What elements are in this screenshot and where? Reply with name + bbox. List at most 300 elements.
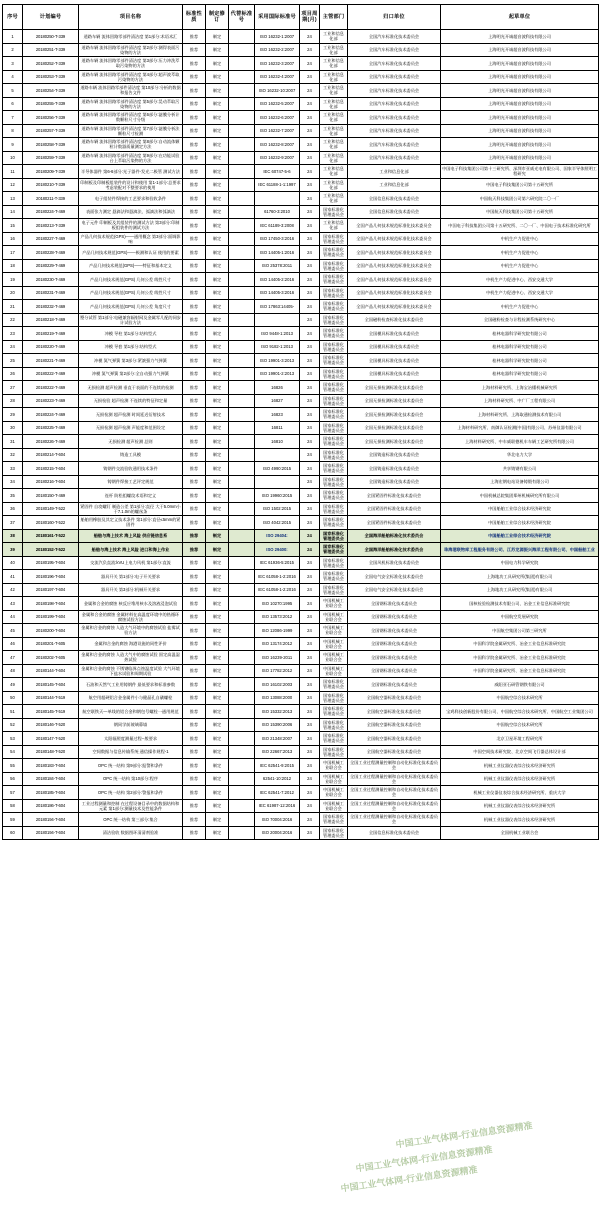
cell-project-name: 道路车辆 流体回路零部件清洁度 第1部分:术语术汇 <box>79 30 183 44</box>
cell-plan-code: 20180194-T-604 <box>23 826 79 840</box>
cell-index: 5 <box>3 84 23 98</box>
cell-drafting-unit: 中机生产力促进中心 <box>441 259 599 273</box>
cell-project-name: 金属和合金的腐蚀 人造大气环境中的腐蚀试验 盐雾试验方法 <box>79 624 183 638</box>
cell-make-or-revise: 制定 <box>206 475 229 489</box>
cell-department: 工业和信息化部 <box>320 219 348 233</box>
cell-gateway-unit: 全国产品几何技术规范标准化技术委员会 <box>348 259 441 273</box>
cell-period: 24 <box>300 799 320 813</box>
cell-replaced-standard <box>229 43 255 57</box>
cell-index: 15 <box>3 219 23 233</box>
cell-period: 24 <box>300 165 320 179</box>
cell-make-or-revise: 制定 <box>206 340 229 354</box>
cell-department: 国家标准化管理委员会 <box>320 516 348 530</box>
cell-standard-nature: 推荐 <box>183 192 206 206</box>
cell-index: 29 <box>3 408 23 422</box>
cell-gateway-unit: 全国钢标准化技术委员会 <box>348 651 441 665</box>
cell-gateway-unit: 全国产品几何技术规范标准化技术委员会 <box>348 273 441 287</box>
cell-project-name: OPC 统一结构 第三部分:集合 <box>79 813 183 827</box>
cell-department: 中国机械工业联合会 <box>320 597 348 611</box>
table-row <box>3 489 599 503</box>
cell-drafting-unit: 共享铸钢有限公司 <box>441 462 599 476</box>
cell-plan-code: 20180145-T-604 <box>23 678 79 692</box>
cell-period: 24 <box>300 502 320 516</box>
cell-project-name: 石油和天然气工业用铸钢件 最低要求和标准参数 <box>79 678 183 692</box>
cell-plan-code: 20180198-T-604 <box>23 597 79 611</box>
cell-period: 24 <box>300 57 320 71</box>
table-row <box>3 543 599 557</box>
table-row <box>3 651 599 665</box>
cell-standard-nature: 推荐 <box>183 367 206 381</box>
cell-international-standard: 62541-10:2012 <box>255 772 300 786</box>
cell-department: 工业和信息化部 <box>320 84 348 98</box>
cell-make-or-revise: 制定 <box>206 232 229 246</box>
cell-replaced-standard <box>229 97 255 111</box>
cell-index: 43 <box>3 597 23 611</box>
cell-index: 51 <box>3 705 23 719</box>
cell-plan-code: 20180215-T-604 <box>23 462 79 476</box>
cell-department: 国家标准化管理委员会 <box>320 556 348 570</box>
cell-index: 14 <box>3 205 23 219</box>
table-row <box>3 232 599 246</box>
cell-index: 60 <box>3 826 23 840</box>
cell-period: 24 <box>300 610 320 624</box>
cell-period: 24 <box>300 313 320 327</box>
cell-period: 24 <box>300 597 320 611</box>
cell-replaced-standard <box>229 745 255 759</box>
cell-replaced-standard <box>229 705 255 719</box>
cell-standard-nature: 推荐 <box>183 97 206 111</box>
cell-period: 24 <box>300 556 320 570</box>
cell-make-or-revise: 制定 <box>206 70 229 84</box>
cell-gateway-unit: 全国铸造标准化技术委员会 <box>348 462 441 476</box>
cell-gateway-unit: 全国汽车标准化技术委员会 <box>348 111 441 125</box>
cell-period: 24 <box>300 97 320 111</box>
table-row <box>3 502 599 516</box>
cell-gateway-unit: 全国无损检测标准化技术委员会 <box>348 408 441 422</box>
cell-international-standard: ISO 10270:1995 <box>255 597 300 611</box>
cell-gateway-unit: 全国电气安全标准化技术委员会 <box>348 583 441 597</box>
cell-department: 工业和信息化部 <box>320 43 348 57</box>
cell-international-standard: 16826 <box>255 381 300 395</box>
cell-drafting-unit: 全国机械工业联合会 <box>441 826 599 840</box>
cell-international-standard: 16823 <box>255 408 300 422</box>
cell-plan-code: 20180222-T-469 <box>23 381 79 395</box>
cell-period: 24 <box>300 286 320 300</box>
cell-project-name: 金属和合金的腐蚀 核反应堆用核水及溶液浸泡试验 <box>79 597 183 611</box>
cell-department: 中国机械工业联合会 <box>320 664 348 678</box>
cell-index: 18 <box>3 259 23 273</box>
cell-index: 57 <box>3 786 23 800</box>
cell-index: 40 <box>3 556 23 570</box>
cell-project-name: 船舶与海上技术 海上风险 进口和海上作业 <box>79 543 183 557</box>
cell-gateway-unit: 全国紧固件标准化技术委员会 <box>348 489 441 503</box>
cell-international-standard: ISO 14405-3:2016 <box>255 286 300 300</box>
cell-international-standard: ISO 17782:2012 <box>255 664 300 678</box>
cell-index: 38 <box>3 529 23 543</box>
cell-department: 国家标准化管理委员会 <box>320 502 348 516</box>
cell-project-name: OPC 统一结构 第9部分:报警和条件 <box>79 759 183 773</box>
cell-plan-code: 20180152-T-522 <box>23 543 79 557</box>
cell-make-or-revise: 制定 <box>206 610 229 624</box>
cell-make-or-revise: 制定 <box>206 313 229 327</box>
cell-period: 24 <box>300 664 320 678</box>
cell-department: 国家标准化管理委员会 <box>320 745 348 759</box>
table-row <box>3 691 599 705</box>
cell-replaced-standard <box>229 718 255 732</box>
cell-standard-nature: 推荐 <box>183 718 206 732</box>
cell-replaced-standard <box>229 124 255 138</box>
cell-period: 24 <box>300 435 320 449</box>
cell-project-name: 冲模 氮气弹簧 第3部分:紧滚强力气弹簧 <box>79 354 183 368</box>
cell-standard-nature: 推荐 <box>183 475 206 489</box>
table-row <box>3 435 599 449</box>
cell-international-standard: IEC 61058-1-2:2016 <box>255 583 300 597</box>
cell-international-standard: ISO 9448-1:2013 <box>255 327 300 341</box>
cell-drafting-unit: 中国船舶工业综合技术经济研究院 <box>441 502 599 516</box>
cell-standard-nature: 推荐 <box>183 732 206 746</box>
cell-make-or-revise: 制定 <box>206 381 229 395</box>
cell-department: 工业和信息化部 <box>320 57 348 71</box>
cell-plan-code: 20180148-T-520 <box>23 745 79 759</box>
cell-department: 国家标准化管理委员会 <box>320 489 348 503</box>
cell-department: 国家标准化管理委员会 <box>320 354 348 368</box>
cell-department: 国家标准化管理委员会 <box>320 394 348 408</box>
cell-project-name: 冲模 导柱 第1部分:结构型式 <box>79 327 183 341</box>
col-department: 主管部门 <box>320 5 348 30</box>
cell-department: 工业和信息化部 <box>320 97 348 111</box>
cell-plan-code: 20180251-T-339 <box>23 43 79 57</box>
cell-project-name: 产品几何技术规范(GPS) 几何公差 线性尺寸 <box>79 273 183 287</box>
table-row <box>3 448 599 462</box>
cell-plan-code: 20180221-T-469 <box>23 354 79 368</box>
cell-replaced-standard <box>229 529 255 543</box>
cell-make-or-revise: 制定 <box>206 597 229 611</box>
cell-project-name: 铸钢件交流验收通用技术条件 <box>79 462 183 476</box>
cell-period: 24 <box>300 30 320 44</box>
cell-period: 24 <box>300 543 320 557</box>
cell-drafting-unit: 上海明光开诚超音波科技有限公司 <box>441 57 599 71</box>
cell-drafting-unit: 中国科学院金属研究所、冶金工业信息标准研究院 <box>441 664 599 678</box>
cell-make-or-revise: 制定 <box>206 394 229 408</box>
cell-department: 国家标准化管理委员会 <box>320 246 348 260</box>
cell-index: 28 <box>3 394 23 408</box>
cell-gateway-unit: 全国模具标准化技术委员会 <box>348 367 441 381</box>
cell-period: 24 <box>300 448 320 462</box>
cell-replaced-standard <box>229 273 255 287</box>
cell-index: 23 <box>3 327 23 341</box>
cell-index: 39 <box>3 543 23 557</box>
cell-drafting-unit: 中国航空综合技术研究所 <box>441 718 599 732</box>
cell-department: 工业和信息化部 <box>320 151 348 165</box>
cell-standard-nature: 推荐 <box>183 489 206 503</box>
cell-drafting-unit: 中机生产力促进中心、西安交通大学 <box>441 286 599 300</box>
table-row <box>3 286 599 300</box>
cell-replaced-standard <box>229 435 255 449</box>
cell-plan-code: 20180223-T-469 <box>23 394 79 408</box>
cell-drafting-unit: 中机生产力促进中心 <box>441 246 599 260</box>
cell-index: 20 <box>3 286 23 300</box>
cell-standard-nature: 推荐 <box>183 232 206 246</box>
cell-international-standard: ISO 4042:2015 <box>255 516 300 530</box>
cell-standard-nature: 推荐 <box>183 799 206 813</box>
cell-drafting-unit: 上海材料研究所、南御认证检测(中国)有限公司、苏州仪器有限公司 <box>441 421 599 435</box>
cell-project-name: 金属和合金的腐蚀 人造大气中的腐蚀试验 固定高温湿热试验 <box>79 651 183 665</box>
table-row <box>3 394 599 408</box>
cell-index: 41 <box>3 570 23 584</box>
cell-plan-code: 20180225-T-469 <box>23 421 79 435</box>
cell-gateway-unit: 全国模具标准化技术委员会 <box>348 340 441 354</box>
cell-standard-nature: 推荐 <box>183 286 206 300</box>
cell-international-standard: ISO 17863:14405- <box>255 300 300 314</box>
cell-international-standard <box>255 192 300 206</box>
cell-project-name: 金属和合金的腐蚀 金属材料在高温度环境中的热循环腐蚀试验方法 <box>79 610 183 624</box>
cell-standard-nature: 推荐 <box>183 84 206 98</box>
cell-gateway-unit: 全国航空器标准化技术委员会 <box>348 718 441 732</box>
cell-standard-nature: 推荐 <box>183 516 206 530</box>
cell-drafting-unit: 上海明光开诚超音波科技有限公司 <box>441 43 599 57</box>
cell-drafting-unit: 中国航天科技集团公司第十五研究所 <box>441 205 599 219</box>
cell-drafting-unit: 中国科学院金属研究所、冶金工业信息标准研究院 <box>441 651 599 665</box>
table-row <box>3 624 599 638</box>
cell-make-or-revise: 制定 <box>206 543 229 557</box>
cell-replaced-standard <box>229 84 255 98</box>
cell-gateway-unit: 全国汽车标准化技术委员会 <box>348 70 441 84</box>
cell-plan-code: 20180146-T-520 <box>23 718 79 732</box>
cell-drafting-unit: 珠海港联物库工程服务有限公司、江苏龙源振兴海洋工程有限公司、中国船舶工业 <box>441 543 599 557</box>
cell-drafting-unit: 中国电子科技集团公司第十五研究所 <box>441 178 599 192</box>
cell-international-standard: ISO 16232-10:2007 <box>255 84 300 98</box>
cell-standard-nature: 推荐 <box>183 111 206 125</box>
col-plan-code: 计划编号 <box>23 5 79 30</box>
cell-drafting-unit: 上海明光开诚超音波科技有限公司 <box>441 70 599 84</box>
cell-make-or-revise: 制定 <box>206 678 229 692</box>
cell-standard-nature: 推荐 <box>183 637 206 651</box>
table-row <box>3 327 599 341</box>
cell-make-or-revise: 制定 <box>206 529 229 543</box>
table-row <box>3 570 599 584</box>
cell-standard-nature: 推荐 <box>183 556 206 570</box>
cell-replaced-standard <box>229 772 255 786</box>
cell-period: 24 <box>300 219 320 233</box>
cell-make-or-revise: 制定 <box>206 462 229 476</box>
cell-standard-nature: 推荐 <box>183 813 206 827</box>
cell-standard-nature: 推荐 <box>183 408 206 422</box>
cell-replaced-standard <box>229 219 255 233</box>
cell-plan-code: 20180257-T-339 <box>23 124 79 138</box>
cell-replaced-standard <box>229 786 255 800</box>
cell-plan-code: 20180211-T-339 <box>23 192 79 206</box>
cell-international-standard: ISO 70004:2016 <box>255 813 300 827</box>
cell-department: 国家标准化管理委员会 <box>320 813 348 827</box>
cell-index: 12 <box>3 178 23 192</box>
cell-index: 31 <box>3 435 23 449</box>
cell-replaced-standard <box>229 286 255 300</box>
cell-international-standard: ISO 15332:2013 <box>255 705 300 719</box>
cell-make-or-revise: 制定 <box>206 178 229 192</box>
cell-drafting-unit: 上海明光开诚超音波科技有限公司 <box>441 138 599 152</box>
cell-department: 中国机械工业联合会 <box>320 772 348 786</box>
col-replaced-standard: 代替标准号 <box>229 5 255 30</box>
cell-department: 工业和信息化部 <box>320 124 348 138</box>
cell-international-standard: ISO 16232-4:2007 <box>255 70 300 84</box>
table-row <box>3 192 599 206</box>
cell-make-or-revise: 制定 <box>206 799 229 813</box>
cell-standard-nature: 推荐 <box>183 651 206 665</box>
cell-period: 24 <box>300 624 320 638</box>
cell-plan-code: 20180144-T-519 <box>23 691 79 705</box>
cell-period: 24 <box>300 84 320 98</box>
col-gateway-unit: 归口单位 <box>348 5 441 30</box>
cell-period: 24 <box>300 745 320 759</box>
table-row <box>3 408 599 422</box>
cell-department: 中国机械工业联合会 <box>320 799 348 813</box>
cell-index: 16 <box>3 232 23 246</box>
cell-index: 19 <box>3 273 23 287</box>
cell-drafting-unit: 国核检验检测技术有限公司、冶金工业信息标准研究院 <box>441 597 599 611</box>
cell-drafting-unit: 上海宏钢电站设备铸锻有限公司 <box>441 475 599 489</box>
cell-replaced-standard <box>229 421 255 435</box>
cell-period: 24 <box>300 826 320 840</box>
cell-international-standard <box>255 313 300 327</box>
cell-standard-nature: 推荐 <box>183 30 206 44</box>
table-row <box>3 678 599 692</box>
cell-replaced-standard <box>229 475 255 489</box>
cell-project-name: 产品几何技术规范(GPS)——通用概念 第3部分:面调影响 <box>80 233 181 244</box>
cell-department: 国家标准化管理委员会 <box>320 475 348 489</box>
cell-project-name: 器具开关 第3部分:机械开关要求 <box>79 583 183 597</box>
cell-drafting-unit: 中国船舶工业综合技术经济研究院 <box>441 516 599 530</box>
cell-gateway-unit: 全国钢标准化技术委员会 <box>348 624 441 638</box>
cell-plan-code: 20180183-T-604 <box>23 759 79 773</box>
table-body <box>3 30 599 840</box>
table-row <box>3 759 599 773</box>
cell-make-or-revise: 制定 <box>206 165 229 179</box>
cell-make-or-revise: 制定 <box>206 151 229 165</box>
cell-international-standard: ISO 19960:2015 <box>255 489 300 503</box>
cell-plan-code: 20180256-T-339 <box>23 111 79 125</box>
cell-project-name: 工业过程测量和控制 在过程设备目录中的数据结构和元素 第1部分:测量技术及性能条件 <box>79 799 183 813</box>
cell-period: 24 <box>300 192 320 206</box>
cell-department: 国家标准化管理委员会 <box>320 259 348 273</box>
cell-standard-nature: 推荐 <box>183 43 206 57</box>
cell-international-standard: ISO 14405-1:2016 <box>255 246 300 260</box>
table-row <box>3 718 599 732</box>
cell-drafting-unit: 机械工业仪器仪表综合技术经济研究所、重庆大学 <box>441 786 599 800</box>
table-row <box>3 367 599 381</box>
cell-replaced-standard <box>229 489 255 503</box>
cell-gateway-unit: 全国磁粉检查标准化技术委员会 <box>348 313 441 327</box>
cell-plan-code: 20180185-T-604 <box>23 786 79 800</box>
cell-period: 24 <box>300 70 320 84</box>
cell-department: 国家标准化管理委员会 <box>320 327 348 341</box>
table-row <box>3 340 599 354</box>
cell-drafting-unit: 宝鸡科技创新股份有限公司、中国航空综合技术研究所、中国航空工业集团公司 <box>441 705 599 719</box>
table-row <box>3 354 599 368</box>
cell-replaced-standard <box>229 826 255 840</box>
table-row <box>3 111 599 125</box>
cell-period: 24 <box>300 354 320 368</box>
cell-standard-nature: 推荐 <box>183 462 206 476</box>
cell-index: 44 <box>3 610 23 624</box>
cell-international-standard: IEC 62541-9:2015 <box>255 759 300 773</box>
cell-period: 24 <box>300 651 320 665</box>
cell-standard-nature: 推荐 <box>183 502 206 516</box>
cell-plan-code: 20180161-T-522 <box>23 529 79 543</box>
col-period: 项目周期(月) <box>300 5 320 30</box>
cell-replaced-standard <box>229 381 255 395</box>
cell-international-standard: ISO 13174:2012 <box>255 637 300 651</box>
cell-period: 24 <box>300 772 320 786</box>
cell-department: 国家标准化管理委员会 <box>320 408 348 422</box>
cell-department: 中国机械工业联合会 <box>320 637 348 651</box>
cell-replaced-standard <box>229 799 255 813</box>
cell-make-or-revise: 制定 <box>206 489 229 503</box>
cell-index: 11 <box>3 165 23 179</box>
cell-index: 10 <box>3 151 23 165</box>
cell-gateway-unit: 全国汽车标准化技术委员会 <box>348 97 441 111</box>
cell-gateway-unit: 全国产品几何技术规范标准化技术委员会 <box>348 219 441 233</box>
cell-drafting-unit: 中国空间技术研究院、北京空间飞行器总体设计部 <box>441 745 599 759</box>
cell-project-name: 钢同学前玻璃幕墙 <box>79 718 183 732</box>
cell-project-name: 器具开关 第1部分:电子开关要求 <box>79 570 183 584</box>
cell-standard-nature: 推荐 <box>183 624 206 638</box>
cell-plan-code: 20180229-T-469 <box>23 259 79 273</box>
cell-department: 国家标准化管理委员会 <box>320 232 348 246</box>
cell-international-standard: ISO 16232-2:2007 <box>255 43 300 57</box>
cell-department: 国家标准化管理委员会 <box>320 826 348 840</box>
cell-department: 国家标准化管理委员会 <box>320 718 348 732</box>
cell-make-or-revise: 制定 <box>206 583 229 597</box>
cell-department: 国家标准化管理委员会 <box>320 421 348 435</box>
cell-international-standard: ISO 22667:2013 <box>255 745 300 759</box>
cell-international-standard: ISO 9182-1:2013 <box>255 340 300 354</box>
cell-period: 24 <box>300 516 320 530</box>
cell-department: 国家标准化管理委员会 <box>320 678 348 692</box>
cell-gateway-unit: 全国航空器标准化技术委员会 <box>348 732 441 746</box>
cell-index: 56 <box>3 772 23 786</box>
cell-make-or-revise: 制定 <box>206 354 229 368</box>
cell-index: 30 <box>3 421 23 435</box>
cell-international-standard: ISO 15390:2006 <box>255 718 300 732</box>
cell-plan-code: 20180200-T-604 <box>23 624 79 638</box>
cell-international-standard: IEC 61188-1-1:1997 <box>255 178 300 192</box>
cell-gateway-unit: 全国信息标准化技术委员会 <box>348 192 441 206</box>
cell-replaced-standard <box>229 30 255 44</box>
cell-plan-code: 20180259-T-339 <box>23 151 79 165</box>
cell-replaced-standard <box>229 813 255 827</box>
cell-replaced-standard <box>229 165 255 179</box>
cell-plan-code: 20180231-T-469 <box>23 286 79 300</box>
cell-make-or-revise: 制定 <box>206 259 229 273</box>
cell-gateway-unit: 全国汽车标准化技术委员会 <box>348 151 441 165</box>
cell-replaced-standard <box>229 367 255 381</box>
cell-department: 中国机械工业联合会 <box>320 786 348 800</box>
cell-plan-code: 20180258-T-339 <box>23 138 79 152</box>
cell-gateway-unit: 全国铸造标准化技术委员会 <box>348 448 441 462</box>
cell-plan-code: 20180145-T-519 <box>23 705 79 719</box>
table-row <box>3 637 599 651</box>
watermark-line-3: 中国工业气体网-行业信息资源精准 <box>340 1164 479 1194</box>
cell-drafting-unit: 全国磁粉检查与计程检测系统研究中心 <box>441 313 599 327</box>
cell-international-standard: 16810 <box>255 435 300 449</box>
col-make-or-revise: 制定修订 <box>206 5 229 30</box>
cell-gateway-unit: 全国产品几何技术规范标准化技术委员会 <box>348 286 441 300</box>
cell-standard-nature: 推荐 <box>183 246 206 260</box>
cell-department: 国家标准化管理委员会 <box>320 340 348 354</box>
table-row <box>3 597 599 611</box>
cell-standard-nature: 推荐 <box>183 70 206 84</box>
cell-gateway-unit: 全国信息标准化技术委员会 <box>348 205 441 219</box>
